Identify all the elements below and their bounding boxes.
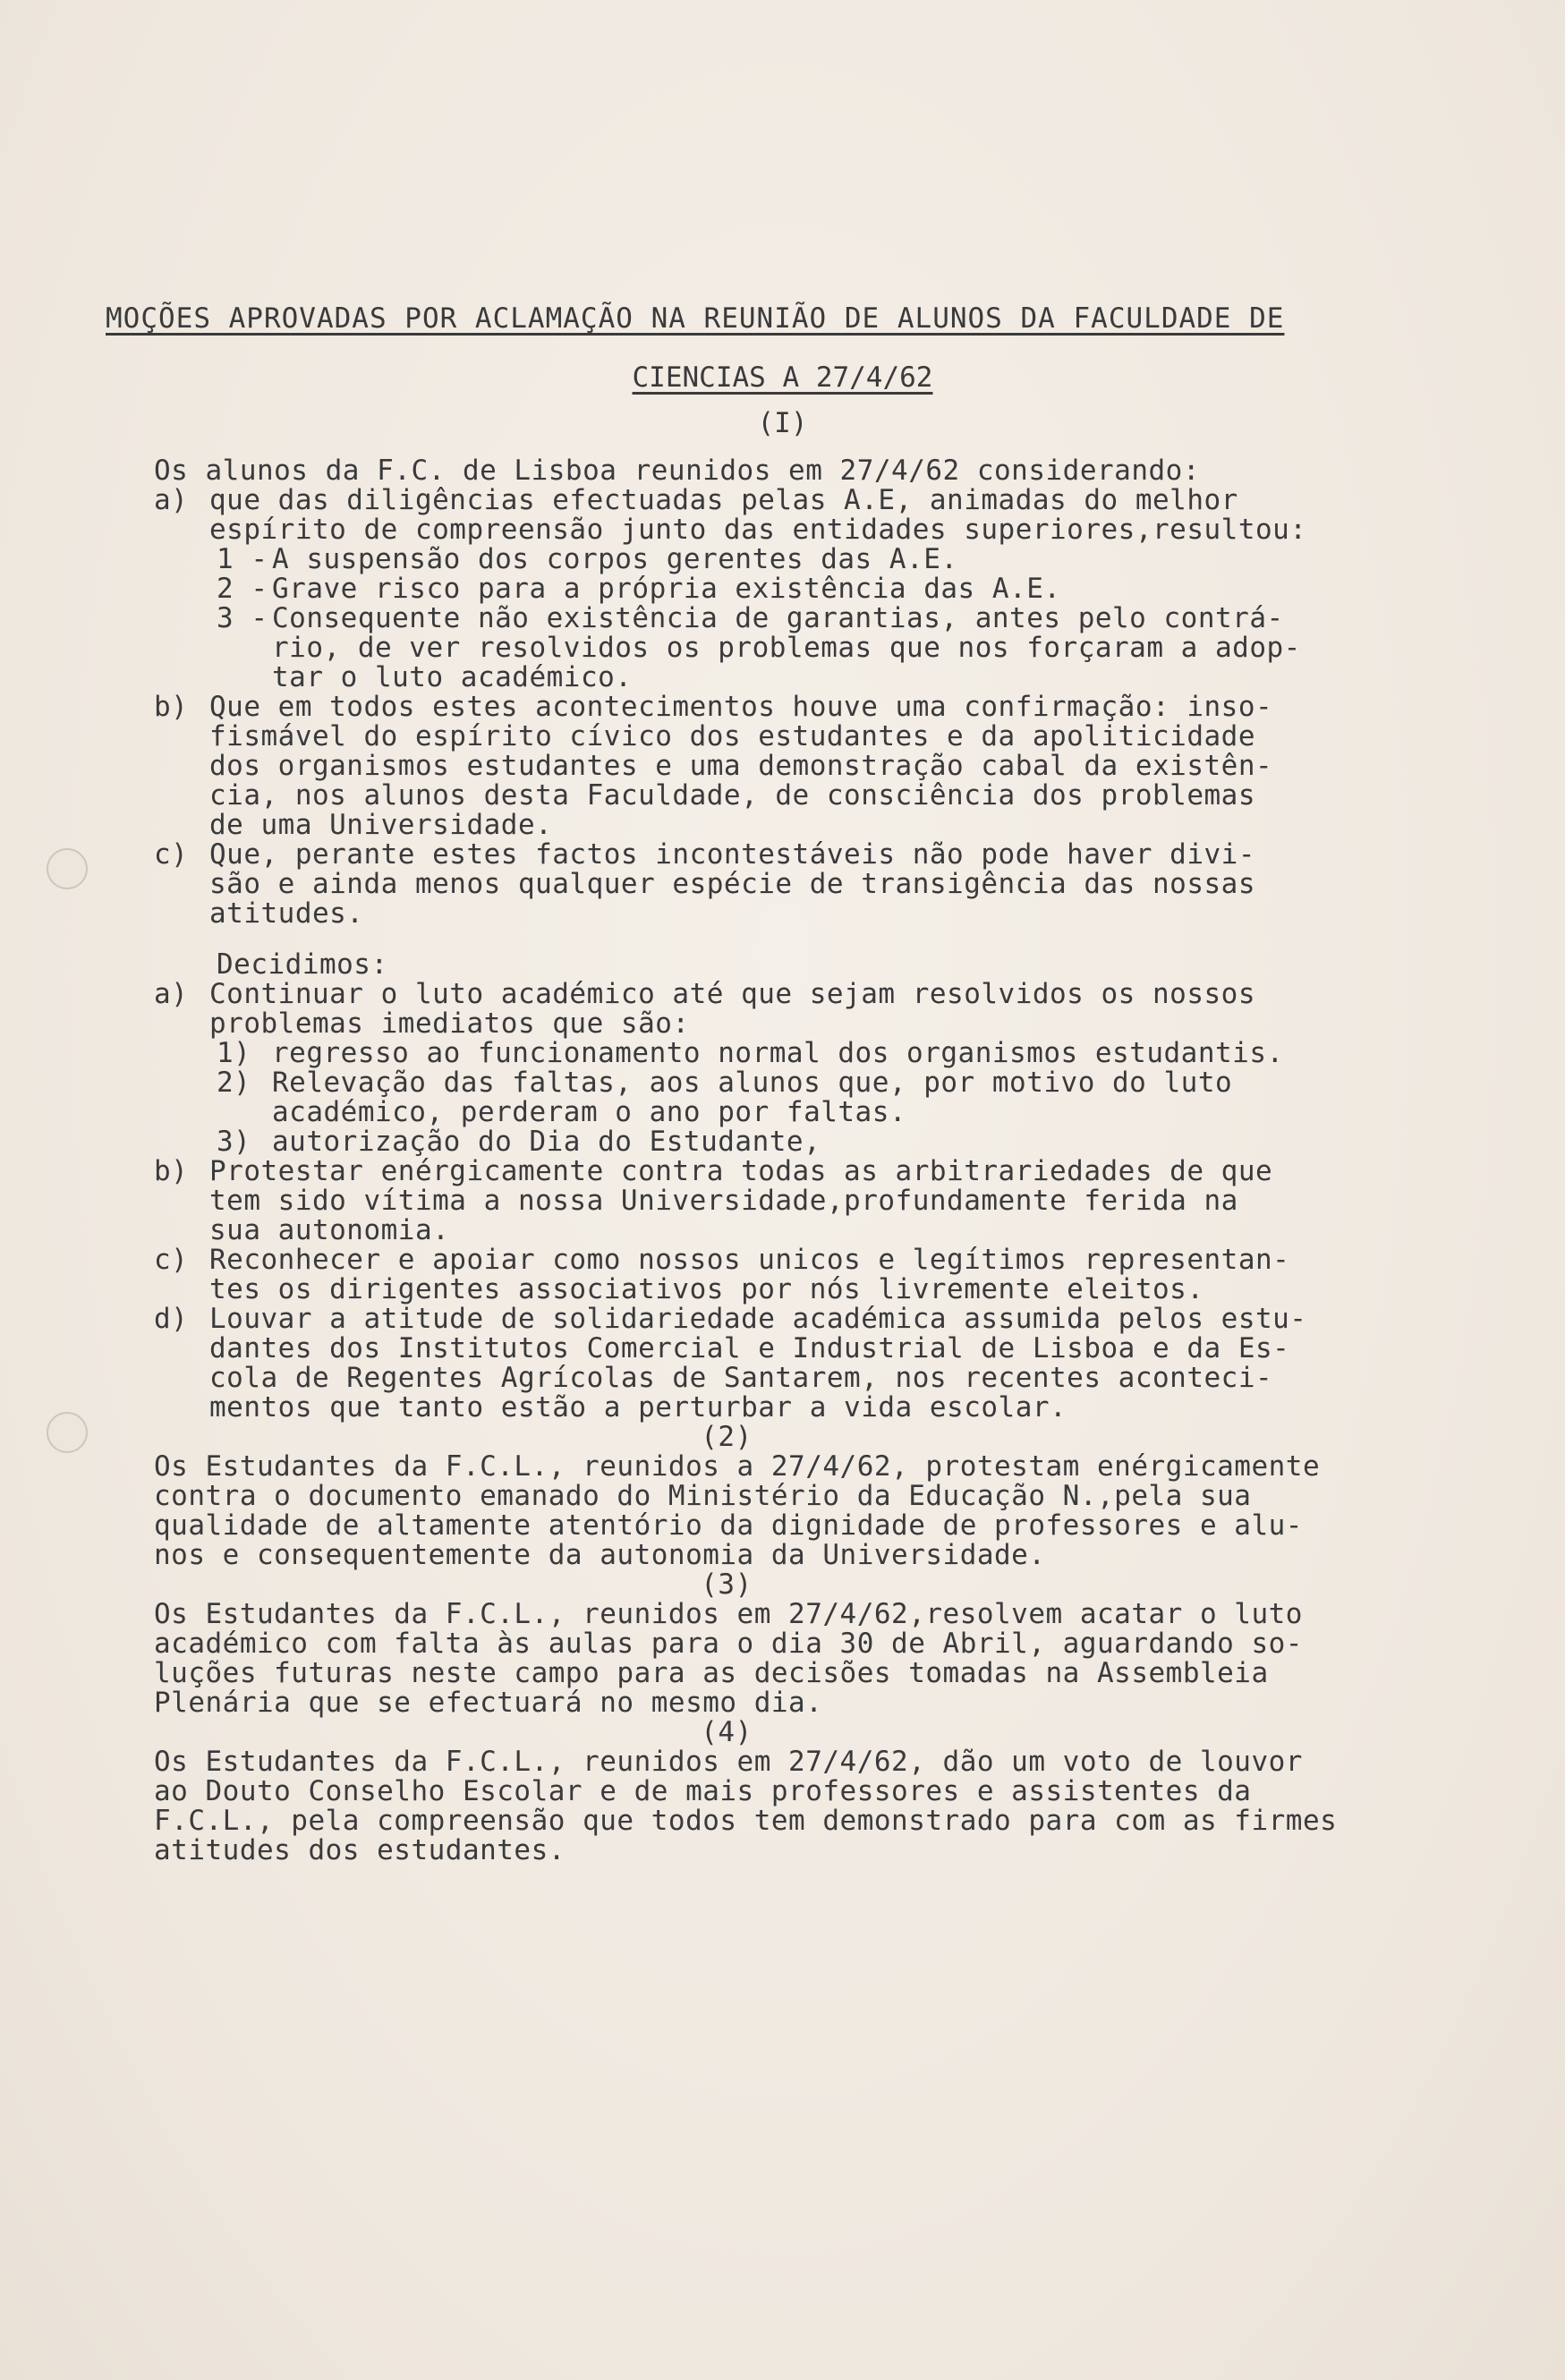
line-text: ao Douto Conselho Escolar e de mais professores e assistentes da <box>154 1775 1252 1807</box>
line-text: Louvar a atitude de solidariedade académica assumida pelos estu- <box>209 1303 1307 1335</box>
line-text: Protestar enérgicamente contra todas as arbitrariedades de que <box>209 1155 1273 1187</box>
consideration-b <box>154 693 1425 722</box>
decision-d <box>154 1305 1425 1334</box>
line-text: (2) <box>701 1421 753 1453</box>
intro-line <box>154 456 1425 486</box>
line-text: autorização do Dia do Estudante, <box>272 1126 821 1158</box>
list-marker: 3) <box>217 1126 251 1158</box>
motion3-line <box>154 1659 1425 1688</box>
line-text: mentos que tanto estão a perturbar a vida escolar. <box>209 1391 1067 1424</box>
line-text: sua autonomia. <box>209 1214 450 1246</box>
line-text: luções futuras neste campo para as decisões tomadas na Assembleia <box>154 1657 1269 1689</box>
line-text: Os Estudantes da F.C.L., reunidos a 27/4/62, protestam enérgicamente <box>154 1450 1321 1483</box>
line-text: F.C.L., pela compreensão que todos tem demonstrado para com as firmes <box>154 1805 1338 1837</box>
consideration-b <box>154 781 1425 811</box>
line-text: espírito de compreensão junto das entidades superiores,resultou: <box>209 514 1307 546</box>
line-text: Os Estudantes da F.C.L., reunidos em 27/4/62,resolvem acatar o luto <box>154 1598 1303 1630</box>
line-text: qualidade de altamente atentório da dignidade de professores e alu- <box>154 1509 1303 1542</box>
line-text: Plenária que se efectuará no mesmo dia. <box>154 1687 823 1719</box>
line-text: Reconhecer e apoiar como nossos unicos e legítimos representan- <box>209 1244 1290 1276</box>
decision-a-item <box>154 1098 1425 1127</box>
line-text: contra o documento emanado do Ministério da Educação N.,pela sua <box>154 1480 1252 1512</box>
list-marker: c) <box>154 838 189 871</box>
decision-c <box>154 1275 1425 1305</box>
line-text: Que em todos estes acontecimentos houve uma confirmação: inso- <box>209 691 1273 723</box>
line-text: dantes dos Institutos Comercial e Industrial de Lisboa e da Es- <box>209 1332 1290 1364</box>
list-marker: a) <box>154 484 189 516</box>
decision-d <box>154 1334 1425 1364</box>
list-marker: d) <box>154 1303 189 1335</box>
line-text: cola de Regentes Agrícolas de Santarem, nos recentes aconteci- <box>209 1362 1273 1394</box>
decision-b <box>154 1216 1425 1245</box>
punch-hole-top <box>47 848 88 889</box>
list-marker: a) <box>154 978 189 1010</box>
line-text: nos e consequentemente da autonomia da Universidade. <box>154 1539 1046 1571</box>
line-text: Relevação das faltas, aos alunos que, por motivo do luto <box>272 1067 1233 1099</box>
consideration-b <box>154 811 1425 840</box>
motion2-number <box>154 1423 1425 1452</box>
decision-a-item <box>154 1068 1425 1098</box>
decision-b <box>154 1186 1425 1216</box>
spacer <box>154 929 1425 950</box>
line-text: Os alunos da F.C. de Lisboa reunidos em 27/4/62 considerando: <box>154 455 1200 487</box>
consideration-a-item <box>154 604 1425 633</box>
consideration-c <box>154 840 1425 870</box>
line-text: fismável do espírito cívico dos estudantes e da apoliticidade <box>209 720 1255 752</box>
list-marker: b) <box>154 1155 189 1187</box>
motion4-line <box>154 1747 1425 1777</box>
decision-b <box>154 1157 1425 1186</box>
decision-c <box>154 1245 1425 1275</box>
consideration-a-item <box>154 633 1425 663</box>
consideration-c <box>154 899 1425 929</box>
line-text: (4) <box>701 1716 753 1748</box>
consideration-a-item <box>154 574 1425 604</box>
list-marker: c) <box>154 1244 189 1276</box>
line-text: tar o luto académico. <box>272 661 633 693</box>
list-marker: b) <box>154 691 189 723</box>
line-text: são e ainda menos qualquer espécie de transigência das nossas <box>209 868 1255 900</box>
punch-hole-bottom <box>47 1412 88 1453</box>
motion3-line <box>154 1629 1425 1659</box>
consideration-b <box>154 722 1425 752</box>
line-text: Que, perante estes factos incontestáveis não pode haver divi- <box>209 838 1255 871</box>
consideration-c <box>154 870 1425 899</box>
line-text: A suspensão dos corpos gerentes das A.E. <box>272 543 958 575</box>
line-text: problemas imediatos que são: <box>209 1007 690 1040</box>
line-text: Decidimos: <box>217 948 388 981</box>
line-text: académico com falta às aulas para o dia 30 de Abril, aguardando so- <box>154 1628 1303 1660</box>
section-number: (I) <box>757 407 808 439</box>
line-text: atitudes dos estudantes. <box>154 1834 566 1866</box>
line-text: regresso ao funcionamento normal dos organismos estudantis. <box>272 1037 1284 1069</box>
line-text: de uma Universidade. <box>209 809 553 841</box>
line-text: rio, de ver resolvidos os problemas que nos forçaram a adop- <box>272 632 1301 664</box>
motion3-line <box>154 1688 1425 1718</box>
motion2-line <box>154 1482 1425 1511</box>
decidimos-label <box>154 950 1425 980</box>
motion4-line <box>154 1806 1425 1836</box>
list-marker: 1 - <box>217 543 268 575</box>
motion4-line <box>154 1836 1425 1866</box>
motion4-number <box>154 1718 1425 1747</box>
consideration-a <box>154 486 1425 515</box>
line-text: tes os dirigentes associativos por nós livremente eleitos. <box>209 1273 1204 1305</box>
decision-a <box>154 1009 1425 1039</box>
motion3-number <box>154 1570 1425 1600</box>
decision-d <box>154 1393 1425 1423</box>
line-text: (3) <box>701 1568 753 1601</box>
line-text: dos organismos estudantes e uma demonstração cabal da existên- <box>209 750 1273 782</box>
consideration-a <box>154 515 1425 545</box>
motion4-line <box>154 1777 1425 1806</box>
motion2-line <box>154 1452 1425 1482</box>
list-marker: 2 - <box>217 573 268 605</box>
document-body <box>154 456 1425 1866</box>
line-text: Grave risco para a própria existência das A.E. <box>272 573 1061 605</box>
motion2-line <box>154 1541 1425 1570</box>
list-marker: 1) <box>217 1037 251 1069</box>
line-text: cia, nos alunos desta Faculdade, de consciência dos problemas <box>209 779 1255 812</box>
consideration-a-item <box>154 545 1425 574</box>
document-title-line-2: CIENCIAS A 27/4/62 <box>632 361 933 394</box>
list-marker: 2) <box>217 1067 251 1099</box>
line-text: académico, perderam o ano por faltas. <box>272 1096 907 1128</box>
decision-a <box>154 980 1425 1009</box>
line-text: Continuar o luto académico até que sejam resolvidos os nossos <box>209 978 1255 1010</box>
motion2-line <box>154 1511 1425 1541</box>
document-title-line-1: MOÇÕES APROVADAS POR ACLAMAÇÃO NA REUNIÃO DE ALUNOS DA FACULDADE DE <box>106 302 1285 335</box>
line-text: que das diligências efectuadas pelas A.E, animadas do melhor <box>209 484 1238 516</box>
motion3-line <box>154 1600 1425 1629</box>
decision-a-item <box>154 1127 1425 1157</box>
line-text: atitudes. <box>209 897 364 930</box>
line-text: Os Estudantes da F.C.L., reunidos em 27/4/62, dão um voto de louvor <box>154 1746 1303 1778</box>
consideration-a-item <box>154 663 1425 693</box>
line-text: Consequente não existência de garantias, antes pelo contrá- <box>272 602 1284 634</box>
consideration-b <box>154 752 1425 781</box>
line-text: tem sido vítima a nossa Universidade,profundamente ferida na <box>209 1185 1238 1217</box>
decision-a-item <box>154 1039 1425 1068</box>
list-marker: 3 - <box>217 602 268 634</box>
decision-d <box>154 1364 1425 1393</box>
